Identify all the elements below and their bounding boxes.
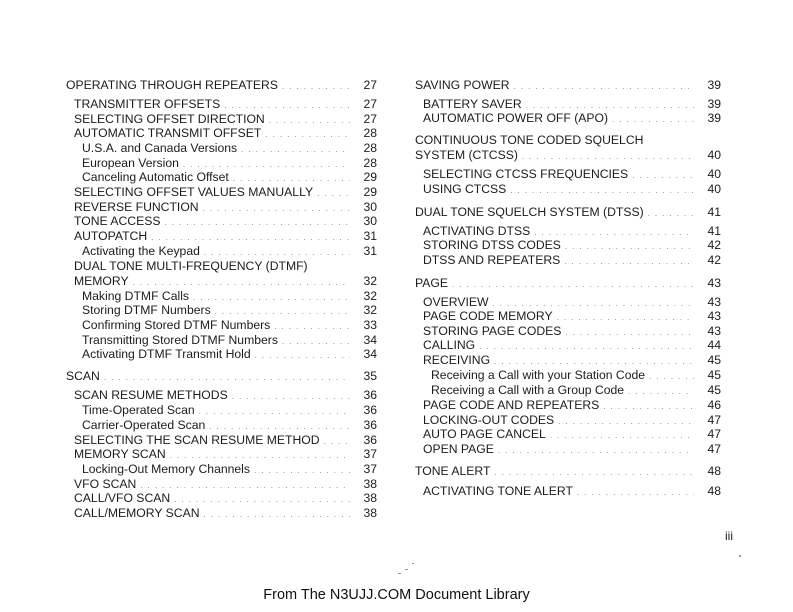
toc-dot-leader	[199, 404, 350, 419]
toc-entry-page: 40	[707, 148, 721, 162]
toc-entry-page: 31	[363, 244, 377, 258]
toc-entry-page: 34	[363, 333, 377, 347]
toc-entry	[415, 167, 721, 183]
toc-dot-leader	[255, 348, 350, 363]
toc-entry-title: AUTO PAGE CANCEL	[423, 427, 546, 441]
toc-dot-leader	[170, 448, 350, 463]
toc-entry	[66, 318, 377, 334]
toc-entry	[415, 398, 721, 414]
toc-entry-title: Activating the Keypad	[82, 244, 200, 258]
toc-entry-title: ACTIVATING DTSS	[423, 224, 531, 238]
toc-entry-title: Activating DTMF Transmit Hold	[82, 347, 251, 361]
toc-entry-page: 46	[707, 398, 721, 412]
toc-entry-title: AUTOPATCH	[74, 229, 148, 243]
toc-dot-leader	[577, 485, 694, 500]
toc-entry-page: 28	[363, 141, 377, 155]
toc-dot-leader	[164, 215, 350, 230]
toc-entry	[66, 141, 377, 157]
toc-entry	[66, 369, 377, 385]
toc-entry-title: PAGE CODE AND REPEATERS	[423, 398, 600, 412]
toc-entry-title: REVERSE FUNCTION	[74, 200, 199, 214]
toc-dot-leader	[479, 339, 694, 354]
toc-entry	[415, 368, 721, 384]
toc-dot-leader	[565, 239, 694, 254]
toc-entry-title: SCAN	[66, 369, 100, 383]
toc-entry-title: STORING DTSS CODES	[423, 238, 561, 252]
toc-entry-title: Receiving a Call with a Group Code	[431, 383, 625, 397]
toc-entry	[415, 484, 721, 500]
toc-dot-leader	[204, 507, 350, 522]
toc-entry-title: Confirming Stored DTMF Numbers	[82, 318, 271, 332]
toc-entry	[66, 347, 377, 363]
toc-entry-title: Making DTMF Calls	[82, 289, 189, 303]
toc-entry-page: 44	[707, 338, 721, 352]
toc-entry-page: 31	[363, 229, 377, 243]
toc-entry	[415, 238, 721, 254]
toc-entry-page: 41	[707, 224, 721, 238]
toc-entry	[66, 97, 377, 113]
toc-entry-page: 43	[707, 324, 721, 338]
toc-entry-title: DUAL TONE MULTI-FREQUENCY (DTMF)	[74, 259, 308, 273]
toc-entry-title: Receiving a Call with your Station Code	[431, 368, 646, 382]
toc-entry	[415, 276, 721, 292]
toc-entry	[415, 338, 721, 354]
toc-entry-page: 39	[707, 78, 721, 92]
toc-entry-page: 47	[707, 413, 721, 427]
toc-entry	[66, 303, 377, 319]
toc-entry-title: SAVING POWER	[415, 78, 510, 92]
toc-entry-title: Carrier-Operated Scan	[82, 418, 206, 432]
toc-entry-page: 37	[363, 462, 377, 476]
toc-entry-page: 27	[363, 112, 377, 126]
toc-entry	[66, 388, 377, 404]
toc-entry-page: 42	[707, 253, 721, 267]
toc-entry-page: 32	[363, 289, 377, 303]
toc-entry-title: TONE ACCESS	[74, 214, 161, 228]
toc-dot-leader	[232, 389, 350, 404]
toc-entry-page: 40	[707, 182, 721, 196]
toc-entry	[415, 133, 721, 148]
toc-entry	[415, 148, 721, 164]
toc-entry	[415, 442, 721, 458]
toc-dot-leader	[564, 254, 694, 269]
toc-entry	[66, 403, 377, 419]
toc-entry-title: Canceling Automatic Offset	[82, 170, 229, 184]
toc-dot-leader	[498, 443, 694, 458]
toc-entry-page: 39	[707, 97, 721, 111]
toc-entry-page: 27	[363, 97, 377, 111]
toc-entry-title: AUTOMATIC TRANSMIT OFFSET	[74, 126, 262, 140]
toc-dot-leader	[452, 277, 694, 292]
toc-dot-leader	[494, 465, 694, 480]
toc-entry-title: STORING PAGE CODES	[423, 324, 562, 338]
toc-entry-page: 48	[707, 464, 721, 478]
toc-entry-title: Storing DTMF Numbers	[82, 303, 211, 317]
toc-dot-leader	[603, 399, 694, 414]
toc-entry-title: USING CTCSS	[423, 182, 507, 196]
toc-entry-title: ACTIVATING TONE ALERT	[423, 484, 573, 498]
toc-entry-title: SYSTEM (CTCSS)	[415, 148, 518, 162]
toc-entry-title: TRANSMITTER OFFSETS	[74, 97, 221, 111]
toc-entry-page: 36	[363, 388, 377, 402]
toc-dot-leader	[215, 304, 350, 319]
toc-entry-title: CALL/VFO SCAN	[74, 491, 171, 505]
toc-dot-leader	[648, 206, 694, 221]
toc-dot-leader	[649, 369, 694, 384]
toc-dot-leader	[174, 492, 350, 507]
toc-entry-title: MEMORY SCAN	[74, 447, 166, 461]
toc-entry-page: 43	[707, 295, 721, 309]
toc-entry-page: 32	[363, 303, 377, 317]
toc-entry-title: MEMORY	[74, 274, 129, 288]
toc-dot-leader	[265, 127, 350, 142]
toc-entry-page: 30	[363, 214, 377, 228]
toc-entry	[66, 506, 377, 522]
toc-entry	[66, 185, 377, 201]
toc-entry-page: 38	[363, 506, 377, 520]
toc-entry-title: OPEN PAGE	[423, 442, 494, 456]
toc-entry-page: 36	[363, 403, 377, 417]
scan-speck	[739, 555, 741, 557]
toc-dot-leader	[317, 186, 350, 201]
toc-dot-leader	[233, 171, 350, 186]
toc-entry-title: BATTERY SAVER	[423, 97, 522, 111]
toc-entry-title: SELECTING OFFSET VALUES MANUALLY	[74, 185, 314, 199]
toc-entry-title: CALL/MEMORY SCAN	[74, 506, 200, 520]
toc-entry	[415, 464, 721, 480]
toc-entry-page: 32	[363, 274, 377, 288]
toc-dot-leader	[282, 79, 350, 94]
toc-entry-title: Locking-Out Memory Channels	[82, 462, 250, 476]
toc-entry	[66, 214, 377, 230]
toc-entry-page: 29	[363, 185, 377, 199]
toc-entry-title: OVERVIEW	[423, 295, 489, 309]
toc-entry	[415, 111, 721, 127]
toc-entry-page: 27	[363, 78, 377, 92]
toc-dot-leader	[628, 384, 694, 399]
toc-entry-title: SELECTING CTCSS FREQUENCIES	[423, 167, 629, 181]
toc-entry-title: SCAN RESUME METHODS	[74, 388, 228, 402]
toc-entry	[415, 253, 721, 269]
toc-entry-title: CALLING	[423, 338, 476, 352]
scan-speck	[412, 563, 414, 564]
toc-entry-page: 29	[363, 170, 377, 184]
toc-entry-title: PAGE	[415, 276, 448, 290]
toc-dot-leader	[632, 168, 694, 183]
toc-entry	[66, 78, 377, 94]
toc-entry-title: AUTOMATIC POWER OFF (APO)	[423, 111, 609, 125]
toc-entry-title: Time-Operated Scan	[82, 403, 195, 417]
toc-entry-page: 33	[363, 318, 377, 332]
toc-entry-page: 43	[707, 276, 721, 290]
toc-dot-leader	[550, 428, 694, 443]
toc-entry	[415, 427, 721, 443]
toc-entry-title: LOCKING-OUT CODES	[423, 413, 555, 427]
toc-entry-title: SELECTING OFFSET DIRECTION	[74, 112, 265, 126]
toc-entry	[66, 462, 377, 478]
toc-entry-page: 30	[363, 200, 377, 214]
toc-entry	[415, 78, 721, 94]
toc-entry-title: RECEIVING	[423, 353, 491, 367]
toc-entry-title: OPERATING THROUGH REPEATERS	[66, 78, 278, 92]
toc-dot-leader	[557, 310, 694, 325]
toc-entry-page: 41	[707, 205, 721, 219]
toc-entry-title: DUAL TONE SQUELCH SYSTEM (DTSS)	[415, 205, 644, 219]
scan-speck	[398, 573, 401, 574]
toc-entry-page: 35	[363, 369, 377, 383]
toc-entry	[66, 259, 377, 274]
toc-dot-leader	[133, 275, 350, 290]
toc-entry	[415, 205, 721, 221]
toc-entry	[66, 491, 377, 507]
toc-entry-page: 28	[363, 156, 377, 170]
toc-entry	[66, 170, 377, 186]
toc-entry	[415, 182, 721, 198]
toc-dot-leader	[224, 98, 350, 113]
toc-entry-page: 28	[363, 126, 377, 140]
toc-entry-title: VFO SCAN	[74, 477, 137, 491]
toc-entry-page: 39	[707, 111, 721, 125]
toc-entry	[66, 418, 377, 434]
toc-entry-page: 45	[707, 353, 721, 367]
toc-entry-page: 34	[363, 347, 377, 361]
toc-entry-title: DTSS AND REPEATERS	[423, 253, 561, 267]
toc-entry	[66, 244, 377, 260]
toc-entry-title: CONTINUOUS TONE CODED SQUELCH	[415, 133, 644, 147]
toc-dot-leader	[241, 142, 350, 157]
toc-dot-leader	[274, 319, 350, 334]
toc-entry-title: TONE ALERT	[415, 464, 491, 478]
toc-entry-page: 40	[707, 167, 721, 181]
toc-dot-leader	[204, 245, 350, 260]
toc-entry	[415, 309, 721, 325]
toc-entry-title: PAGE CODE MEMORY	[423, 309, 553, 323]
toc-dot-leader	[209, 419, 350, 434]
toc-entry-page: 43	[707, 309, 721, 323]
toc-entry-page: 42	[707, 238, 721, 252]
toc-entry-page: 38	[363, 491, 377, 505]
toc-dot-leader	[612, 112, 694, 127]
toc-entry	[66, 274, 377, 290]
toc-entry-page: 36	[363, 418, 377, 432]
toc-entry-page: 36	[363, 433, 377, 447]
toc-entry	[415, 383, 721, 399]
toc-entry-page: 38	[363, 477, 377, 491]
toc-dot-leader	[510, 183, 694, 198]
page-number: iii	[725, 529, 733, 543]
toc-entry-title: U.S.A. and Canada Versions	[82, 141, 238, 155]
toc-entry-page: 45	[707, 368, 721, 382]
toc-dot-leader	[494, 354, 694, 369]
toc-entry-page: 45	[707, 383, 721, 397]
toc-dot-leader	[151, 230, 350, 245]
toc-entry	[66, 447, 377, 463]
toc-entry-page: 48	[707, 484, 721, 498]
toc-entry-title: SELECTING THE SCAN RESUME METHOD	[74, 433, 320, 447]
toc-entry	[66, 229, 377, 245]
toc-dot-leader	[514, 79, 694, 94]
toc-entry	[66, 126, 377, 142]
toc-entry-page: 47	[707, 427, 721, 441]
toc-entry-title: Transmitting Stored DTMF Numbers	[82, 333, 278, 347]
footer-credit: From The N3UJJ.COM Document Library	[263, 587, 530, 603]
toc-dot-leader	[254, 463, 350, 478]
toc-dot-leader	[104, 370, 350, 385]
toc-dot-leader	[522, 149, 694, 164]
toc-entry-title: European Version	[82, 156, 179, 170]
toc-entry-page: 47	[707, 442, 721, 456]
scan-speck	[405, 569, 408, 570]
toc-entry-page: 37	[363, 447, 377, 461]
toc-entry	[415, 353, 721, 369]
